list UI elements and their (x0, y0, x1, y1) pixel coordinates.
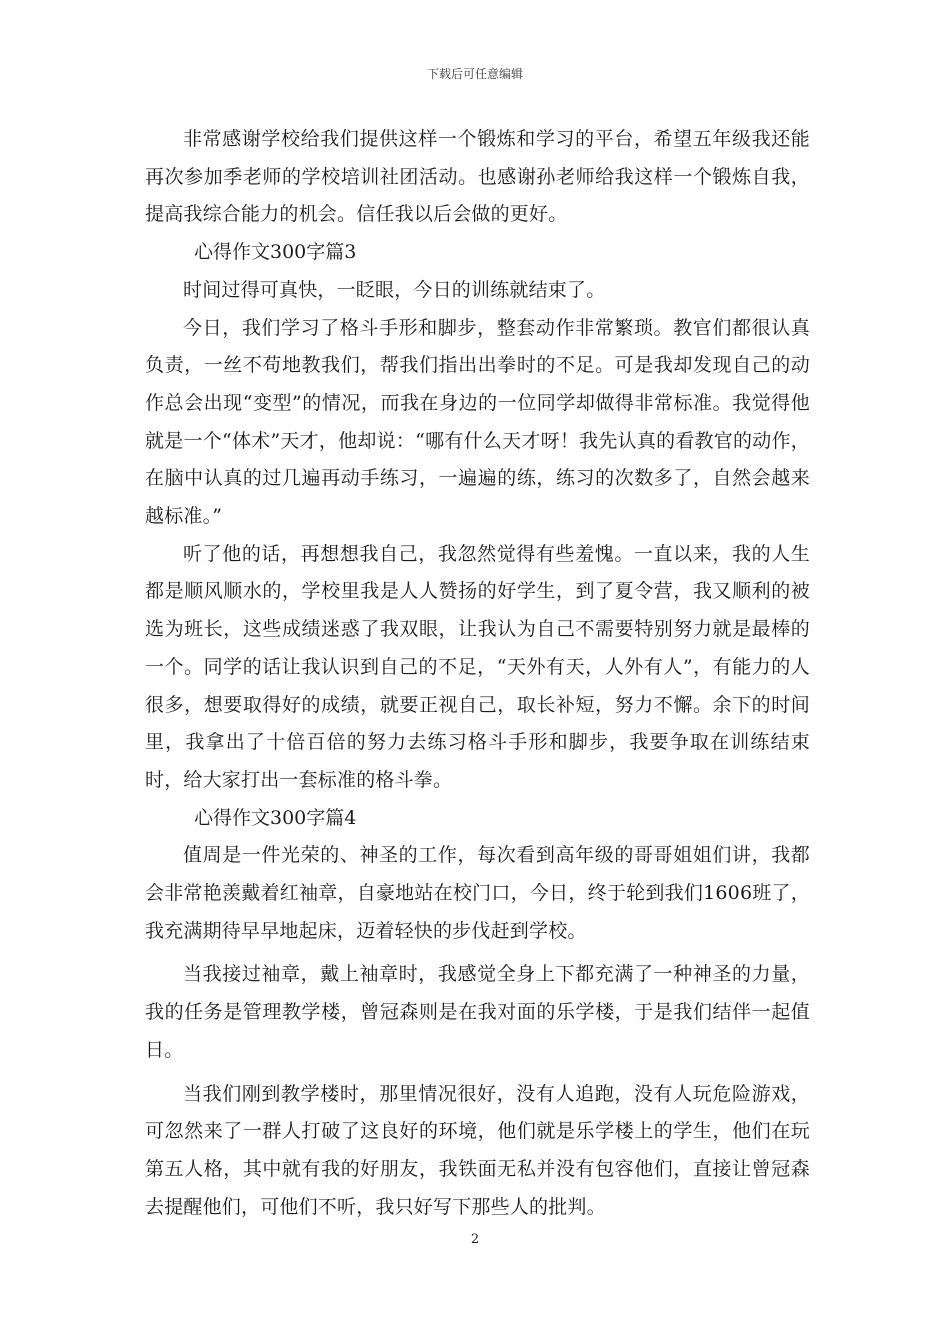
paragraph: 听了他的话，再想想我自己，我忽然觉得有些羞愧。一直以来，我的人生都是顺风顺水的，学校里我是人人赞扬的好学生，到了夏令营，我又顺利的被选为班长，这些成绩迷惑了我双眼，让我认为自己不需要特别努力就是最棒的一个。同学的话让我认识到自己的不足，“天外有天，人外有人”，有能力的人很多，想要取得好的成绩，就要正视自己，取长补短，努力不懈。余下的时间里，我拿出了十倍百倍的努力去练习格斗手形和脚步，我要争取在训练结束时，给大家打出一套标准的格斗拳。 (145, 542, 810, 791)
paragraph: 时间过得可真快，一眨眼，今日的训练就结束了。 (183, 278, 606, 301)
paragraph: 非常感谢学校给我们提供这样一个锻炼和学习的平台，希望五年级我还能再次参加季老师的学校培训社团活动。也感谢孙老师给我这样一个锻炼自我，提高我综合能力的机会。信任我以后会做的更好。 (145, 128, 810, 226)
paragraph: 今日，我们学习了格斗手形和脚步，整套动作非常繁琐。教官们都很认真负责，一丝不苟地教我们，帮我们指出出拳时的不足。可是我却发现自己的动作总会出现“变型”的情况，而我在身边的一位同学却做得非常标准。我觉得他就是一个“体术”天才，他却说：“哪有什么天才呀！我先认真的看教官的动作，在脑中认真的过几遍再动手练习，一遍遍的练，练习的次数多了，自然会越来越标准。” (145, 316, 810, 528)
section-heading: 心得作文300字篇3 (194, 241, 357, 264)
section-heading: 心得作文300字篇4 (194, 806, 357, 829)
paragraph: 当我接过袖章，戴上袖章时，我感觉全身上下都充满了一种神圣的力量，我的任务是管理教学楼，曾冠森则是在我对面的乐学楼，于是我们结伴一起值日。 (145, 963, 810, 1061)
page-number: 2 (470, 1232, 480, 1247)
paragraph: 当我们刚到教学楼时，那里情况很好，没有人追跑，没有人玩危险游戏，可忽然来了一群人打破了这良好的环境，他们就是乐学楼上的学生，他们在玩第五人格，其中就有我的好朋友，我铁面无私并没有包容他们，直接让曾冠森去提醒他们，可他们不听，我只好写下那些人的批判。 (145, 1082, 810, 1218)
document-body (145, 121, 810, 1226)
paragraph: 值周是一件光荣的、神圣的工作，每次看到高年级的哥哥姐姐们讲，我都会非常艳羡戴着红袖章，自豪地站在校门口，今日，终于轮到我们1606班了，我充满期待早早地起床，迈着轻快的步伐赶到学校。 (145, 844, 810, 942)
page-header: 下载后可任意编辑 (426, 67, 523, 81)
